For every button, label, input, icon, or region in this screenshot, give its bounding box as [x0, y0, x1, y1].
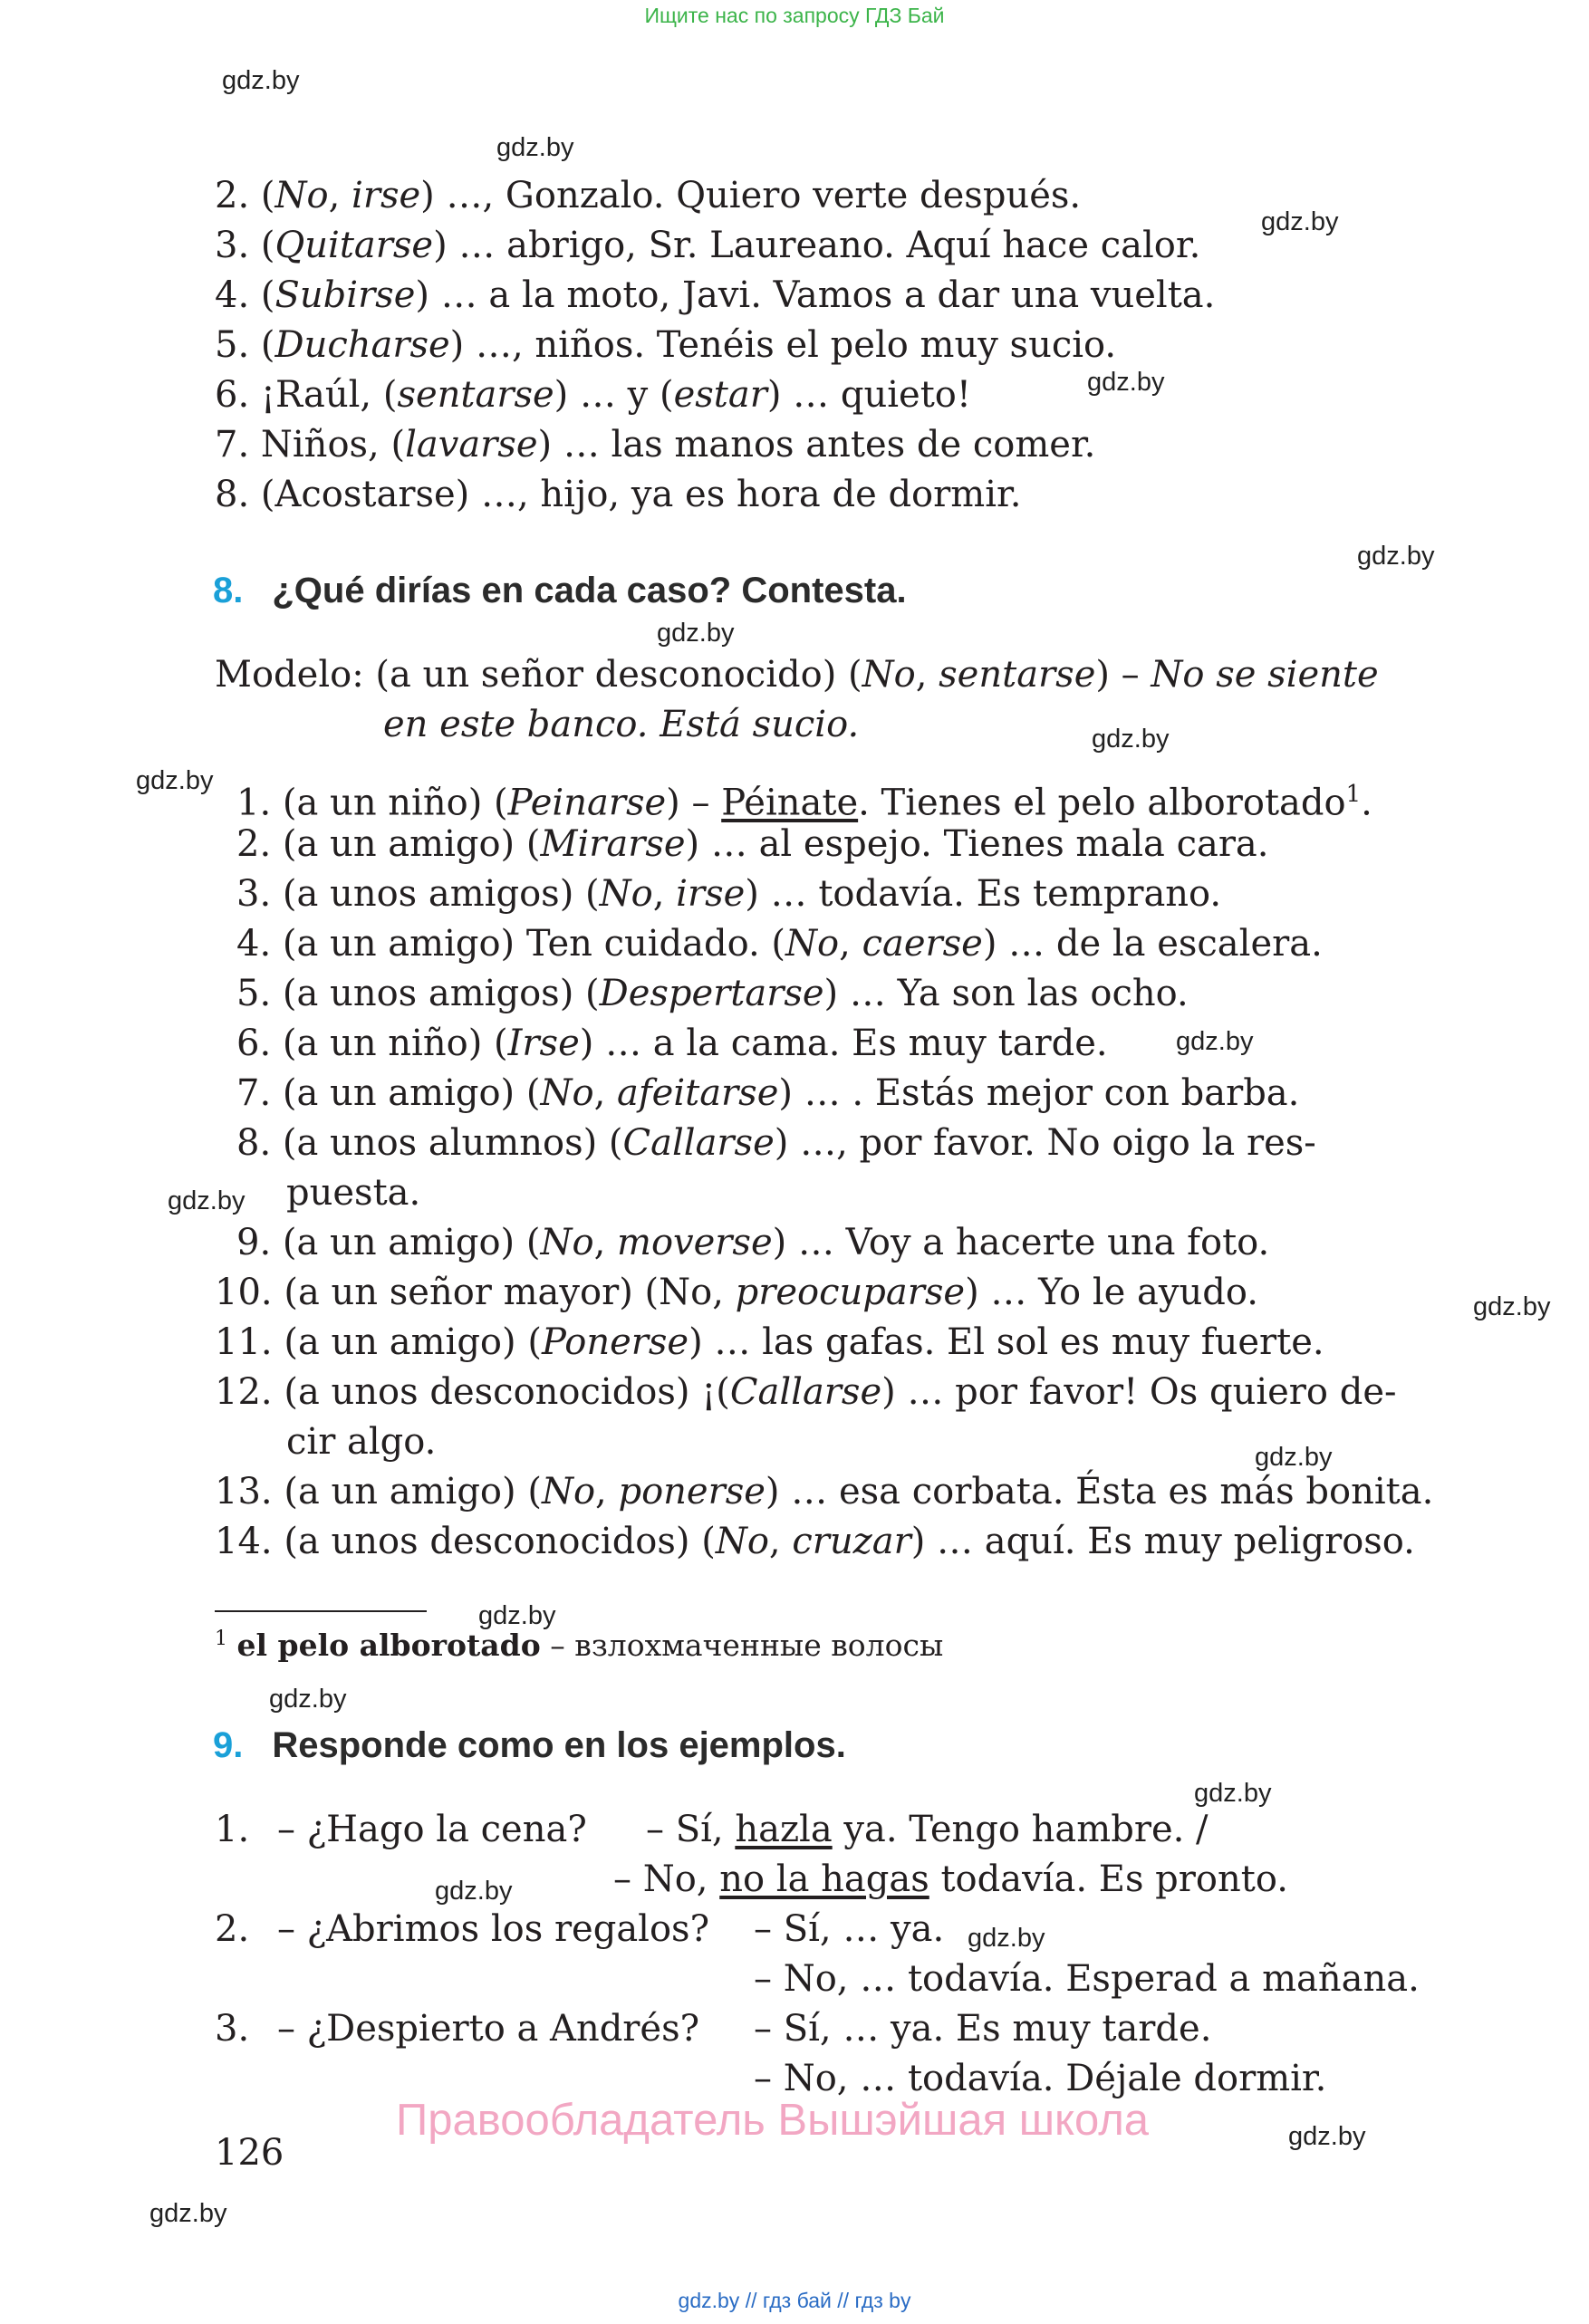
ex7-item: 8. (Acostarse) …, hijo, ya es hora de dormir.	[215, 474, 1022, 515]
ex9-answer-yes: – Sí, … ya.	[754, 1908, 945, 1950]
model-line: Modelo: (a un señor desconocido) (No, sentarse) – No se siente	[215, 654, 1379, 696]
link-separator: //	[745, 2289, 757, 2312]
exercise-number: 9.	[213, 1725, 244, 1765]
ex9-answer-yes: – Sí, hazla ya. Tengo hambre. /	[646, 1809, 1209, 1850]
footnote-rule	[215, 1610, 427, 1612]
ex8-item: 2. (a un amigo) (Mirarse) … al espejo. Tienes mala cara.	[236, 823, 1269, 865]
ex7-item: 6. ¡Raúl, (sentarse) … y (estar) … quieto!	[215, 374, 971, 416]
ex9-answer-no: – No, … todavía. Déjale dormir.	[754, 2058, 1327, 2099]
ex9-answer-no: – No, … todavía. Esperad a mañana.	[754, 1958, 1420, 2000]
ex8-item: 7. (a un amigo) (No, afeitarse) … . Estás mejor con barba.	[236, 1072, 1300, 1114]
ex9-item-number: 2.	[215, 1908, 250, 1950]
link-separator: //	[837, 2289, 850, 2312]
ex8-item: 8. (a unos alumnos) (Callarse) …, por favor. No oigo la res-	[236, 1122, 1316, 1164]
watermark: gdz.by	[435, 1877, 513, 1906]
watermark: gdz.by	[1288, 2122, 1366, 2151]
watermark: gdz.by	[478, 1601, 556, 1630]
watermark: gdz.by	[1092, 725, 1170, 754]
ex8-item: 13. (a un amigo) (No, ponerse) … esa corbata. Ésta es más bonita.	[215, 1471, 1434, 1513]
watermark: gdz.by	[1194, 1779, 1272, 1808]
watermark: gdz.by	[968, 1924, 1045, 1953]
footnote: $^1$ el pelo alborotado – взлохмаченные волосы	[215, 1628, 944, 1663]
ex9-answer-yes: – Sí, … ya. Es muy tarde.	[754, 2008, 1212, 2050]
watermark: gdz.by	[149, 2199, 227, 2228]
ex7-item: 4. (Subirse) … a la moto, Javi. Vamos a dar una vuelta.	[215, 274, 1216, 316]
watermark: gdz.by	[1473, 1292, 1551, 1321]
watermark: gdz.by	[269, 1685, 347, 1714]
ex9-question: – ¿Hago la cena?	[277, 1809, 587, 1850]
watermark: gdz.by	[1261, 207, 1339, 236]
ex7-item: 5. (Ducharse) …, niños. Tenéis el pelo muy sucio.	[215, 324, 1117, 366]
model-line-cont: en este banco. Está sucio.	[383, 704, 860, 745]
ex8-item: 1. (a un niño) (Peinarse) – Péinate. Tienes el pelo alborotado$^1$.	[236, 781, 1372, 824]
watermark: gdz.by	[222, 66, 300, 95]
ex9-question: – ¿Despierto a Andrés?	[277, 2008, 700, 2050]
bottom-links	[0, 2289, 1589, 2313]
ex9-item-number: 1.	[215, 1809, 250, 1850]
watermark: gdz.by	[1255, 1443, 1333, 1472]
copyright-notice: Правообладатель Вышэйшая школа	[396, 2096, 1150, 2145]
ex7-item: 2. (No, irse) …, Gonzalo. Quiero verte después.	[215, 175, 1082, 216]
exercise-title: ¿Qué dirías en cada caso? Contesta.	[272, 571, 907, 610]
watermark: gdz.by	[168, 1186, 246, 1215]
site-link[interactable]: гдз by	[854, 2289, 911, 2312]
ex7-item: 7. Niños, (lavarse) … las manos antes de comer.	[215, 424, 1096, 466]
ex9-answer-no: – No, no la hagas todavía. Es pronto.	[613, 1858, 1288, 1900]
ex8-item-cont: cir algo.	[286, 1421, 437, 1463]
exercise-number: 8.	[213, 571, 244, 610]
exercise-header	[213, 571, 907, 611]
ex8-item: 12. (a unos desconocidos) ¡(Callarse) … por favor! Os quiero de-	[215, 1371, 1397, 1413]
ex9-question: – ¿Abrimos los regalos?	[277, 1908, 710, 1950]
watermark: gdz.by	[136, 766, 214, 795]
page-number: 126	[215, 2132, 284, 2174]
exercise-title: Responde como en los ejemplos.	[272, 1725, 846, 1765]
watermark: gdz.by	[1357, 542, 1435, 571]
ex9-item-number: 3.	[215, 2008, 250, 2050]
ex8-item: 5. (a unos amigos) (Despertarse) … Ya son las ocho.	[236, 973, 1189, 1014]
ex8-item: 9. (a un amigo) (No, moverse) … Voy a hacerte una foto.	[236, 1222, 1270, 1263]
exercise-header	[213, 1725, 846, 1766]
ex8-item: 4. (a un amigo) Ten cuidado. (No, caerse) … de la escalera.	[236, 923, 1323, 965]
top-banner: Ищите нас по запросу ГДЗ Бай	[644, 4, 945, 27]
site-link[interactable]: гдз бай	[762, 2289, 832, 2312]
ex8-item: 11. (a un amigo) (Ponerse) … las gafas. El sol es muy fuerte.	[215, 1321, 1324, 1363]
ex8-item: 3. (a unos amigos) (No, irse) … todavía. Es temprano.	[236, 873, 1222, 915]
watermark: gdz.by	[1176, 1027, 1254, 1056]
watermark: gdz.by	[1087, 368, 1165, 397]
ex8-item: 10. (a un señor mayor) (No, preocuparse) … Yo le ayudo.	[215, 1272, 1258, 1313]
site-link[interactable]: gdz.by	[678, 2289, 740, 2312]
ex7-item: 3. (Quitarse) … abrigo, Sr. Laureano. Aquí hace calor.	[215, 225, 1201, 266]
ex8-item: 6. (a un niño) (Irse) … a la cama. Es muy tarde.	[236, 1023, 1108, 1064]
ex8-item: 14. (a unos desconocidos) (No, cruzar) … aquí. Es muy peligroso.	[215, 1521, 1415, 1562]
ex8-item-cont: puesta.	[286, 1172, 421, 1214]
watermark: gdz.by	[657, 619, 735, 648]
watermark: gdz.by	[496, 133, 574, 162]
